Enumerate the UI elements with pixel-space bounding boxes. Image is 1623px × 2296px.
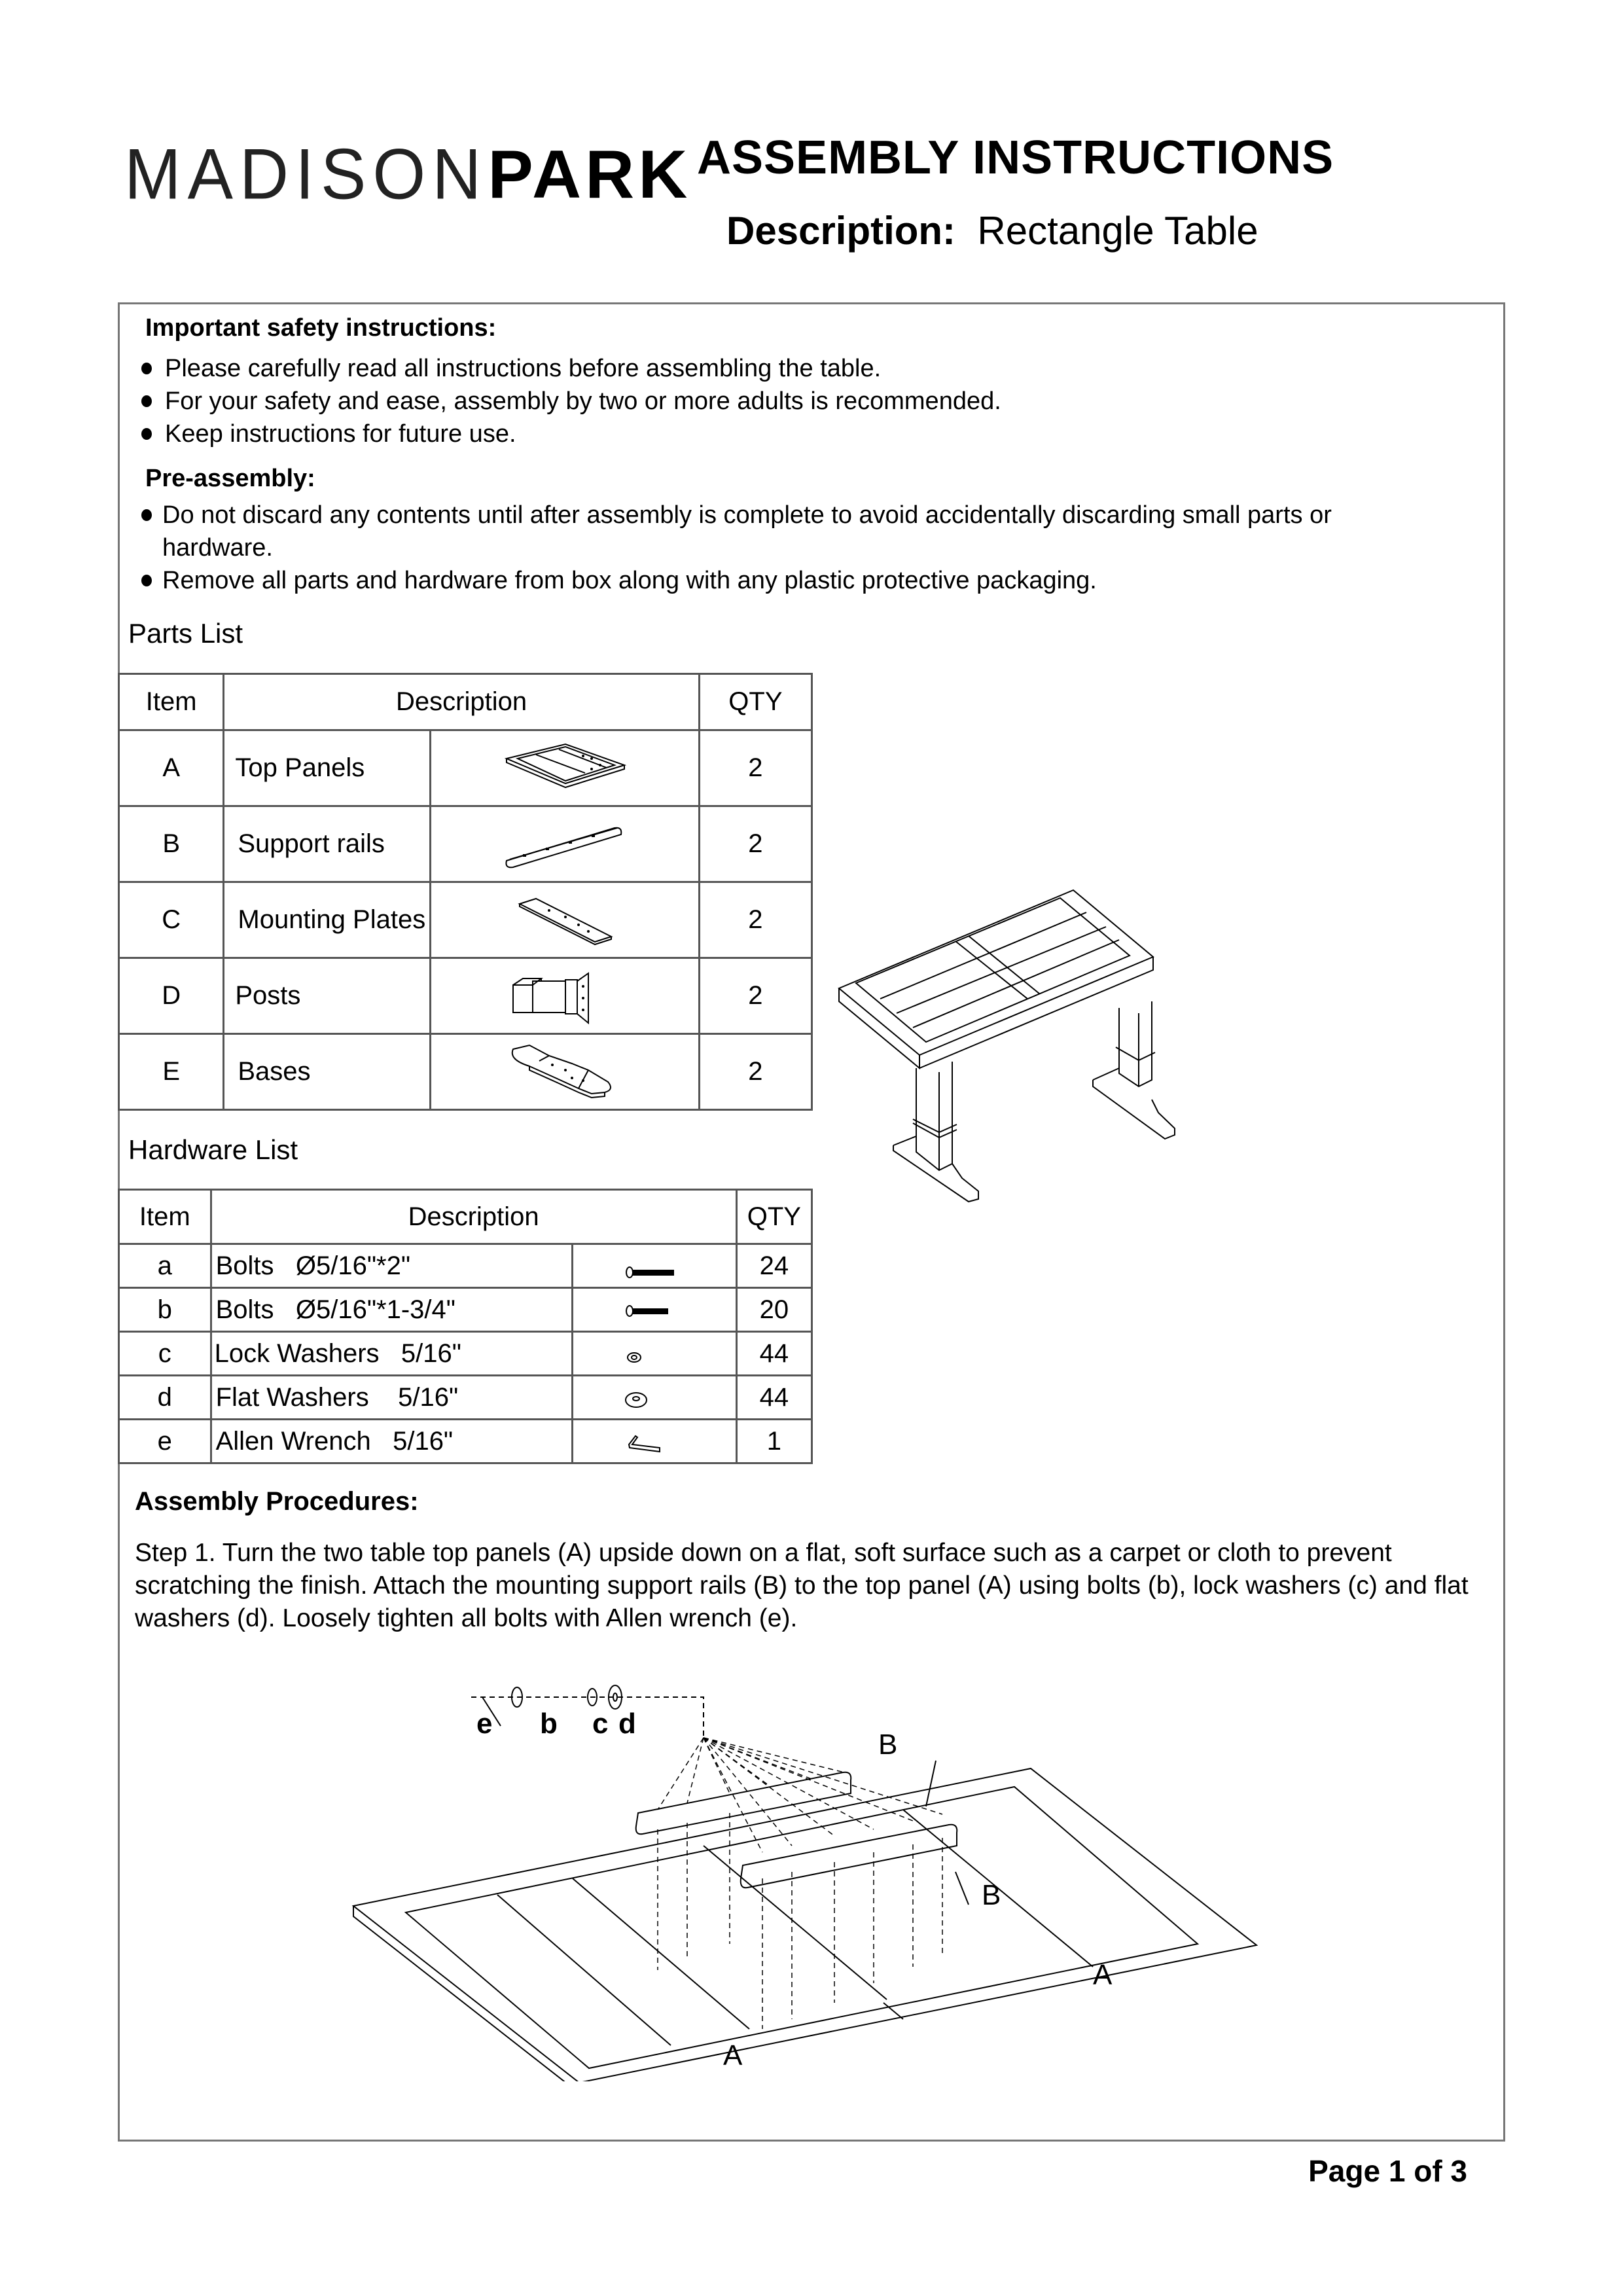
label-e: e xyxy=(476,1708,493,1740)
parts-table-header xyxy=(119,674,812,730)
header-item: Item xyxy=(119,1190,211,1244)
item-letter: c xyxy=(119,1332,211,1376)
document-title: ASSEMBLY INSTRUCTIONS xyxy=(697,132,1334,184)
safety-list xyxy=(139,352,1448,450)
assembled-table-illustration xyxy=(831,864,1499,1244)
brand-logo-light: MADISON xyxy=(124,135,488,215)
safety-item: Please carefully read all instructions before assembling the table. xyxy=(139,352,1448,385)
table-row xyxy=(119,806,812,882)
description-value: Rectangle Table xyxy=(977,209,1258,253)
mounting-plate-icon xyxy=(430,882,699,958)
item-qty: 2 xyxy=(699,806,812,882)
table-row xyxy=(119,958,812,1034)
description-label: Description: xyxy=(726,209,956,253)
brand-logo xyxy=(124,135,692,215)
table-row xyxy=(119,1288,812,1332)
base-icon xyxy=(430,1034,699,1110)
item-qty: 2 xyxy=(699,730,812,806)
header-qty: QTY xyxy=(736,1190,812,1244)
item-qty: 44 xyxy=(736,1376,812,1420)
step-1-diagram xyxy=(340,1662,1270,2081)
item-description: Support rails xyxy=(224,806,430,882)
item-letter: e xyxy=(119,1420,211,1463)
parts-list-title: Parts List xyxy=(128,618,243,649)
table-row xyxy=(119,1244,812,1288)
assembly-step-1: Step 1. Turn the two table top panels (A) upside down on a flat, soft surface such as a carpet or cloth to prevent scratching the finish. Attach the mounting support rails (B) to the top panel (A) using bolts (b), lock washers (c) and flat washers (d). Loosely tighten all bolts with Allen wrench (e). xyxy=(135,1539,1469,1632)
table-row xyxy=(119,1332,812,1376)
product-description xyxy=(726,208,1258,253)
item-letter: B xyxy=(119,806,224,882)
item-letter: D xyxy=(119,958,224,1034)
item-description: Top Panels xyxy=(224,730,430,806)
page-number: Page 1 of 3 xyxy=(1308,2154,1467,2188)
item-description: Flat Washers 5/16" xyxy=(211,1376,572,1420)
assembly-heading: Assembly Procedures: xyxy=(135,1487,419,1516)
item-letter: C xyxy=(119,882,224,958)
item-description: Lock Washers 5/16" xyxy=(211,1332,572,1376)
label-c: c xyxy=(592,1708,609,1740)
item-letter: E xyxy=(119,1034,224,1110)
label-B-lower: B xyxy=(982,1879,1001,1911)
item-description: Mounting Plates xyxy=(224,882,430,958)
hardware-table-header xyxy=(119,1190,812,1244)
item-qty: 2 xyxy=(699,958,812,1034)
pre-assembly-item: Do not discard any contents until after assembly is complete to avoid accidentally discarding small parts or hardware. xyxy=(139,499,1448,564)
header-qty: QTY xyxy=(699,674,812,730)
pre-assembly-item: Remove all parts and hardware from box along with any plastic protective packaging. xyxy=(139,564,1448,597)
item-description: Bolts Ø5/16"*1-3/4" xyxy=(211,1288,572,1332)
label-A-left: A xyxy=(723,2039,743,2072)
brand-logo-bold: PARK xyxy=(488,137,692,213)
item-qty: 24 xyxy=(736,1244,812,1288)
pre-assembly-list xyxy=(139,499,1448,597)
item-description: Bases xyxy=(224,1034,430,1110)
item-qty: 20 xyxy=(736,1288,812,1332)
table-row xyxy=(119,1034,812,1110)
allen-wrench-icon xyxy=(572,1420,736,1463)
item-qty: 2 xyxy=(699,1034,812,1110)
item-letter: A xyxy=(119,730,224,806)
pre-assembly-heading: Pre-assembly: xyxy=(145,465,315,492)
bolt-icon xyxy=(572,1244,736,1288)
table-row xyxy=(119,1420,812,1463)
bolt-short-icon xyxy=(572,1288,736,1332)
safety-heading: Important safety instructions: xyxy=(145,314,497,342)
post-icon xyxy=(430,958,699,1034)
label-b: b xyxy=(540,1708,558,1740)
table-row xyxy=(119,882,812,958)
lock-washer-icon xyxy=(572,1332,736,1376)
safety-item: For your safety and ease, assembly by two or more adults is recommended. xyxy=(139,385,1448,418)
item-qty: 2 xyxy=(699,882,812,958)
table-row xyxy=(119,730,812,806)
item-letter: a xyxy=(119,1244,211,1288)
item-letter: d xyxy=(119,1376,211,1420)
header-description: Description xyxy=(224,674,699,730)
label-A-right: A xyxy=(1093,1959,1113,1991)
header-description: Description xyxy=(211,1190,736,1244)
flat-washer-icon xyxy=(572,1376,736,1420)
safety-item: Keep instructions for future use. xyxy=(139,418,1448,450)
item-qty: 1 xyxy=(736,1420,812,1463)
item-description: Bolts Ø5/16"*2" xyxy=(211,1244,572,1288)
item-description: Allen Wrench 5/16" xyxy=(211,1420,572,1463)
top-panel-icon xyxy=(430,730,699,806)
hardware-table xyxy=(118,1189,813,1464)
table-row xyxy=(119,1376,812,1420)
parts-table xyxy=(118,673,813,1111)
label-B-upper: B xyxy=(878,1729,898,1761)
hardware-list-title: Hardware List xyxy=(128,1134,298,1165)
item-qty: 44 xyxy=(736,1332,812,1376)
support-rail-icon xyxy=(430,806,699,882)
header-item: Item xyxy=(119,674,224,730)
item-letter: b xyxy=(119,1288,211,1332)
label-d: d xyxy=(618,1708,636,1740)
item-description: Posts xyxy=(224,958,430,1034)
